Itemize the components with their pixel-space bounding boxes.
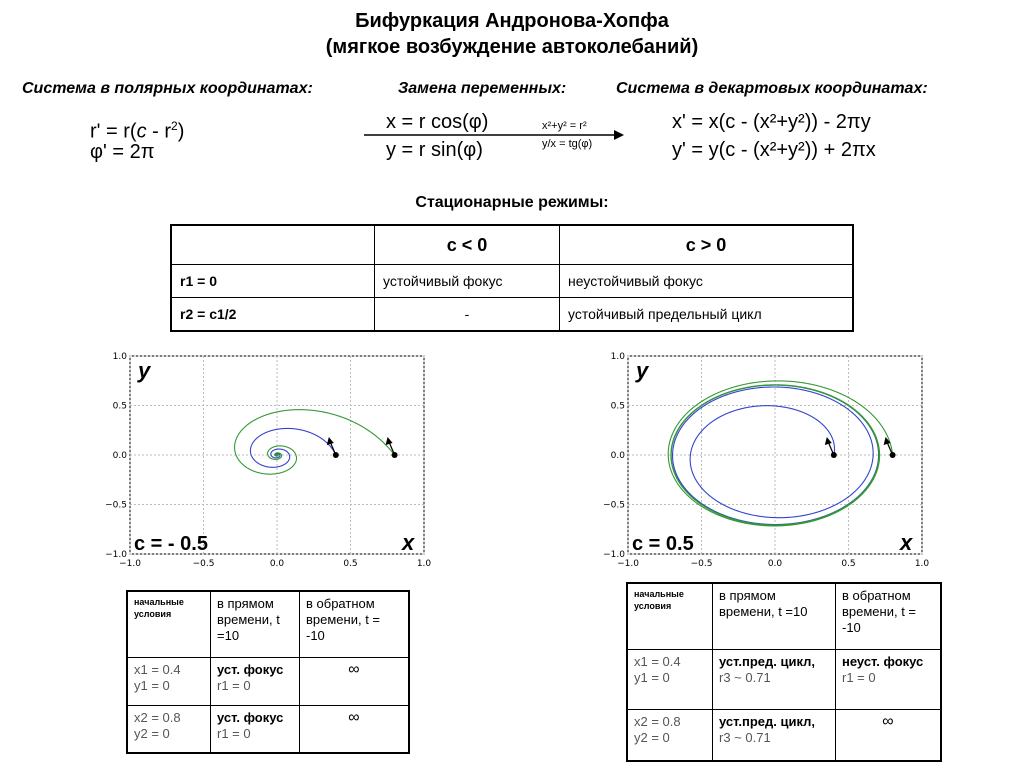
table-cell — [171, 225, 375, 265]
x-tick-label: −0.5 — [192, 559, 215, 569]
x-tick-label: 1.0 — [914, 559, 930, 569]
header-cartesian: Система в декартовых координатах: — [616, 80, 928, 97]
x-tick-label: −1.0 — [617, 559, 639, 569]
table-cell: x2 = 0.8 y2 = 0 — [627, 709, 713, 761]
c-value-label: c = - 0.5 — [134, 533, 208, 555]
y-tick-label: 0.0 — [610, 451, 625, 461]
polar-phi-equation: φ' = 2π — [90, 141, 155, 163]
table-cell: неуст. фокус r1 = 0 — [836, 649, 942, 709]
y-tick-label: 0.0 — [112, 451, 127, 461]
table-cell: неустойчивый фокус — [560, 265, 854, 298]
y-axis-label: y — [138, 358, 151, 383]
x-tick-label: 0.0 — [767, 559, 783, 569]
table-cell: начальные условия — [627, 583, 713, 649]
table-row — [127, 591, 409, 657]
x-tick-label: 1.0 — [416, 559, 432, 569]
table-cell: уст.пред. цикл, r3 ~ 0.71 — [713, 709, 836, 761]
table-row — [127, 657, 409, 705]
x-tick-label: 0.5 — [841, 559, 856, 569]
table-row — [171, 265, 853, 298]
c-value-label: c = 0.5 — [632, 533, 694, 555]
table-row — [627, 709, 941, 761]
table-cell: ∞ — [836, 709, 942, 761]
change-x-equation: x = r cos(φ) — [386, 111, 489, 133]
title-line2: (мягкое возбуждение автоколебаний) — [325, 36, 699, 58]
arrow-bottom-label: y/x = tg(φ) — [542, 138, 593, 150]
title-line1: Бифуркация Андронова-Хопфа — [355, 10, 669, 32]
phase-plot-right — [598, 348, 948, 570]
phase-plot-left — [100, 348, 440, 570]
arrow-top-label: x²+y² = r² — [542, 120, 587, 132]
table-cell: r2 = c1/2 — [171, 298, 375, 332]
x-tick-label: 0.0 — [269, 559, 285, 569]
cartesian-x-equation: x' = x(c - (x²+y²)) - 2πy — [672, 111, 871, 133]
table-row — [171, 225, 853, 265]
table-cell: в обратном времени, t = -10 — [836, 583, 942, 649]
table-cell: x1 = 0.4 y1 = 0 — [627, 649, 713, 709]
transform-arrow — [364, 128, 624, 142]
polar-r-equation: $r' = r(c - r^2)$ — [90, 119, 185, 143]
table-cell: c < 0 — [375, 225, 560, 265]
table-cell: в прямом времени, t =10 — [713, 583, 836, 649]
y-axis-label: y — [636, 358, 649, 383]
table-cell: ∞ — [300, 657, 410, 705]
table-cell: устойчивый предельный цикл — [560, 298, 854, 332]
y-tick-label: −0.5 — [105, 500, 127, 511]
y-tick-label: 1.0 — [112, 352, 127, 362]
y-tick-label: 0.5 — [112, 401, 127, 412]
y-tick-label: −0.5 — [603, 500, 625, 511]
table-cell: x2 = 0.8 y2 = 0 — [127, 705, 211, 753]
x-axis-label: x — [900, 530, 913, 555]
table-cell: c > 0 — [560, 225, 854, 265]
table-cell: уст. фокус r1 = 0 — [211, 705, 300, 753]
header-change: Замена переменных: — [398, 80, 567, 97]
ic-table-right — [626, 582, 942, 762]
table-row — [627, 649, 941, 709]
table-row — [127, 705, 409, 753]
x-tick-label: −1.0 — [119, 559, 141, 569]
table-cell: в прямом времени, t =10 — [211, 591, 300, 657]
table-cell: в обратном времени, t = -10 — [300, 591, 410, 657]
table-cell: устойчивый фокус — [375, 265, 560, 298]
change-y-equation: y = r sin(φ) — [386, 139, 483, 161]
y-tick-label: 0.5 — [610, 401, 625, 412]
y-tick-label: 1.0 — [610, 352, 625, 362]
table-cell: r1 = 0 — [171, 265, 375, 298]
table-cell: ∞ — [300, 705, 410, 753]
x-axis-label: x — [402, 530, 415, 555]
cartesian-y-equation: y' = y(c - (x²+y²)) + 2πx — [672, 139, 876, 161]
header-polar: Система в полярных координатах: — [22, 80, 313, 97]
stationary-table — [170, 224, 854, 332]
x-tick-label: 0.5 — [343, 559, 358, 569]
table-cell: x1 = 0.4 y1 = 0 — [127, 657, 211, 705]
table-row — [171, 298, 853, 332]
table-cell: уст. фокус r1 = 0 — [211, 657, 300, 705]
y-tick-label: −1.0 — [105, 550, 127, 560]
table-cell: уст.пред. цикл, r3 ~ 0.71 — [713, 649, 836, 709]
ic-table-left — [126, 590, 410, 754]
table-cell: начальные условия — [127, 591, 211, 657]
x-tick-label: −0.5 — [690, 559, 713, 569]
table-row — [627, 583, 941, 649]
table-cell: - — [375, 298, 560, 332]
stationary-heading: Стационарные режимы: — [415, 194, 609, 211]
y-tick-label: −1.0 — [603, 550, 625, 560]
